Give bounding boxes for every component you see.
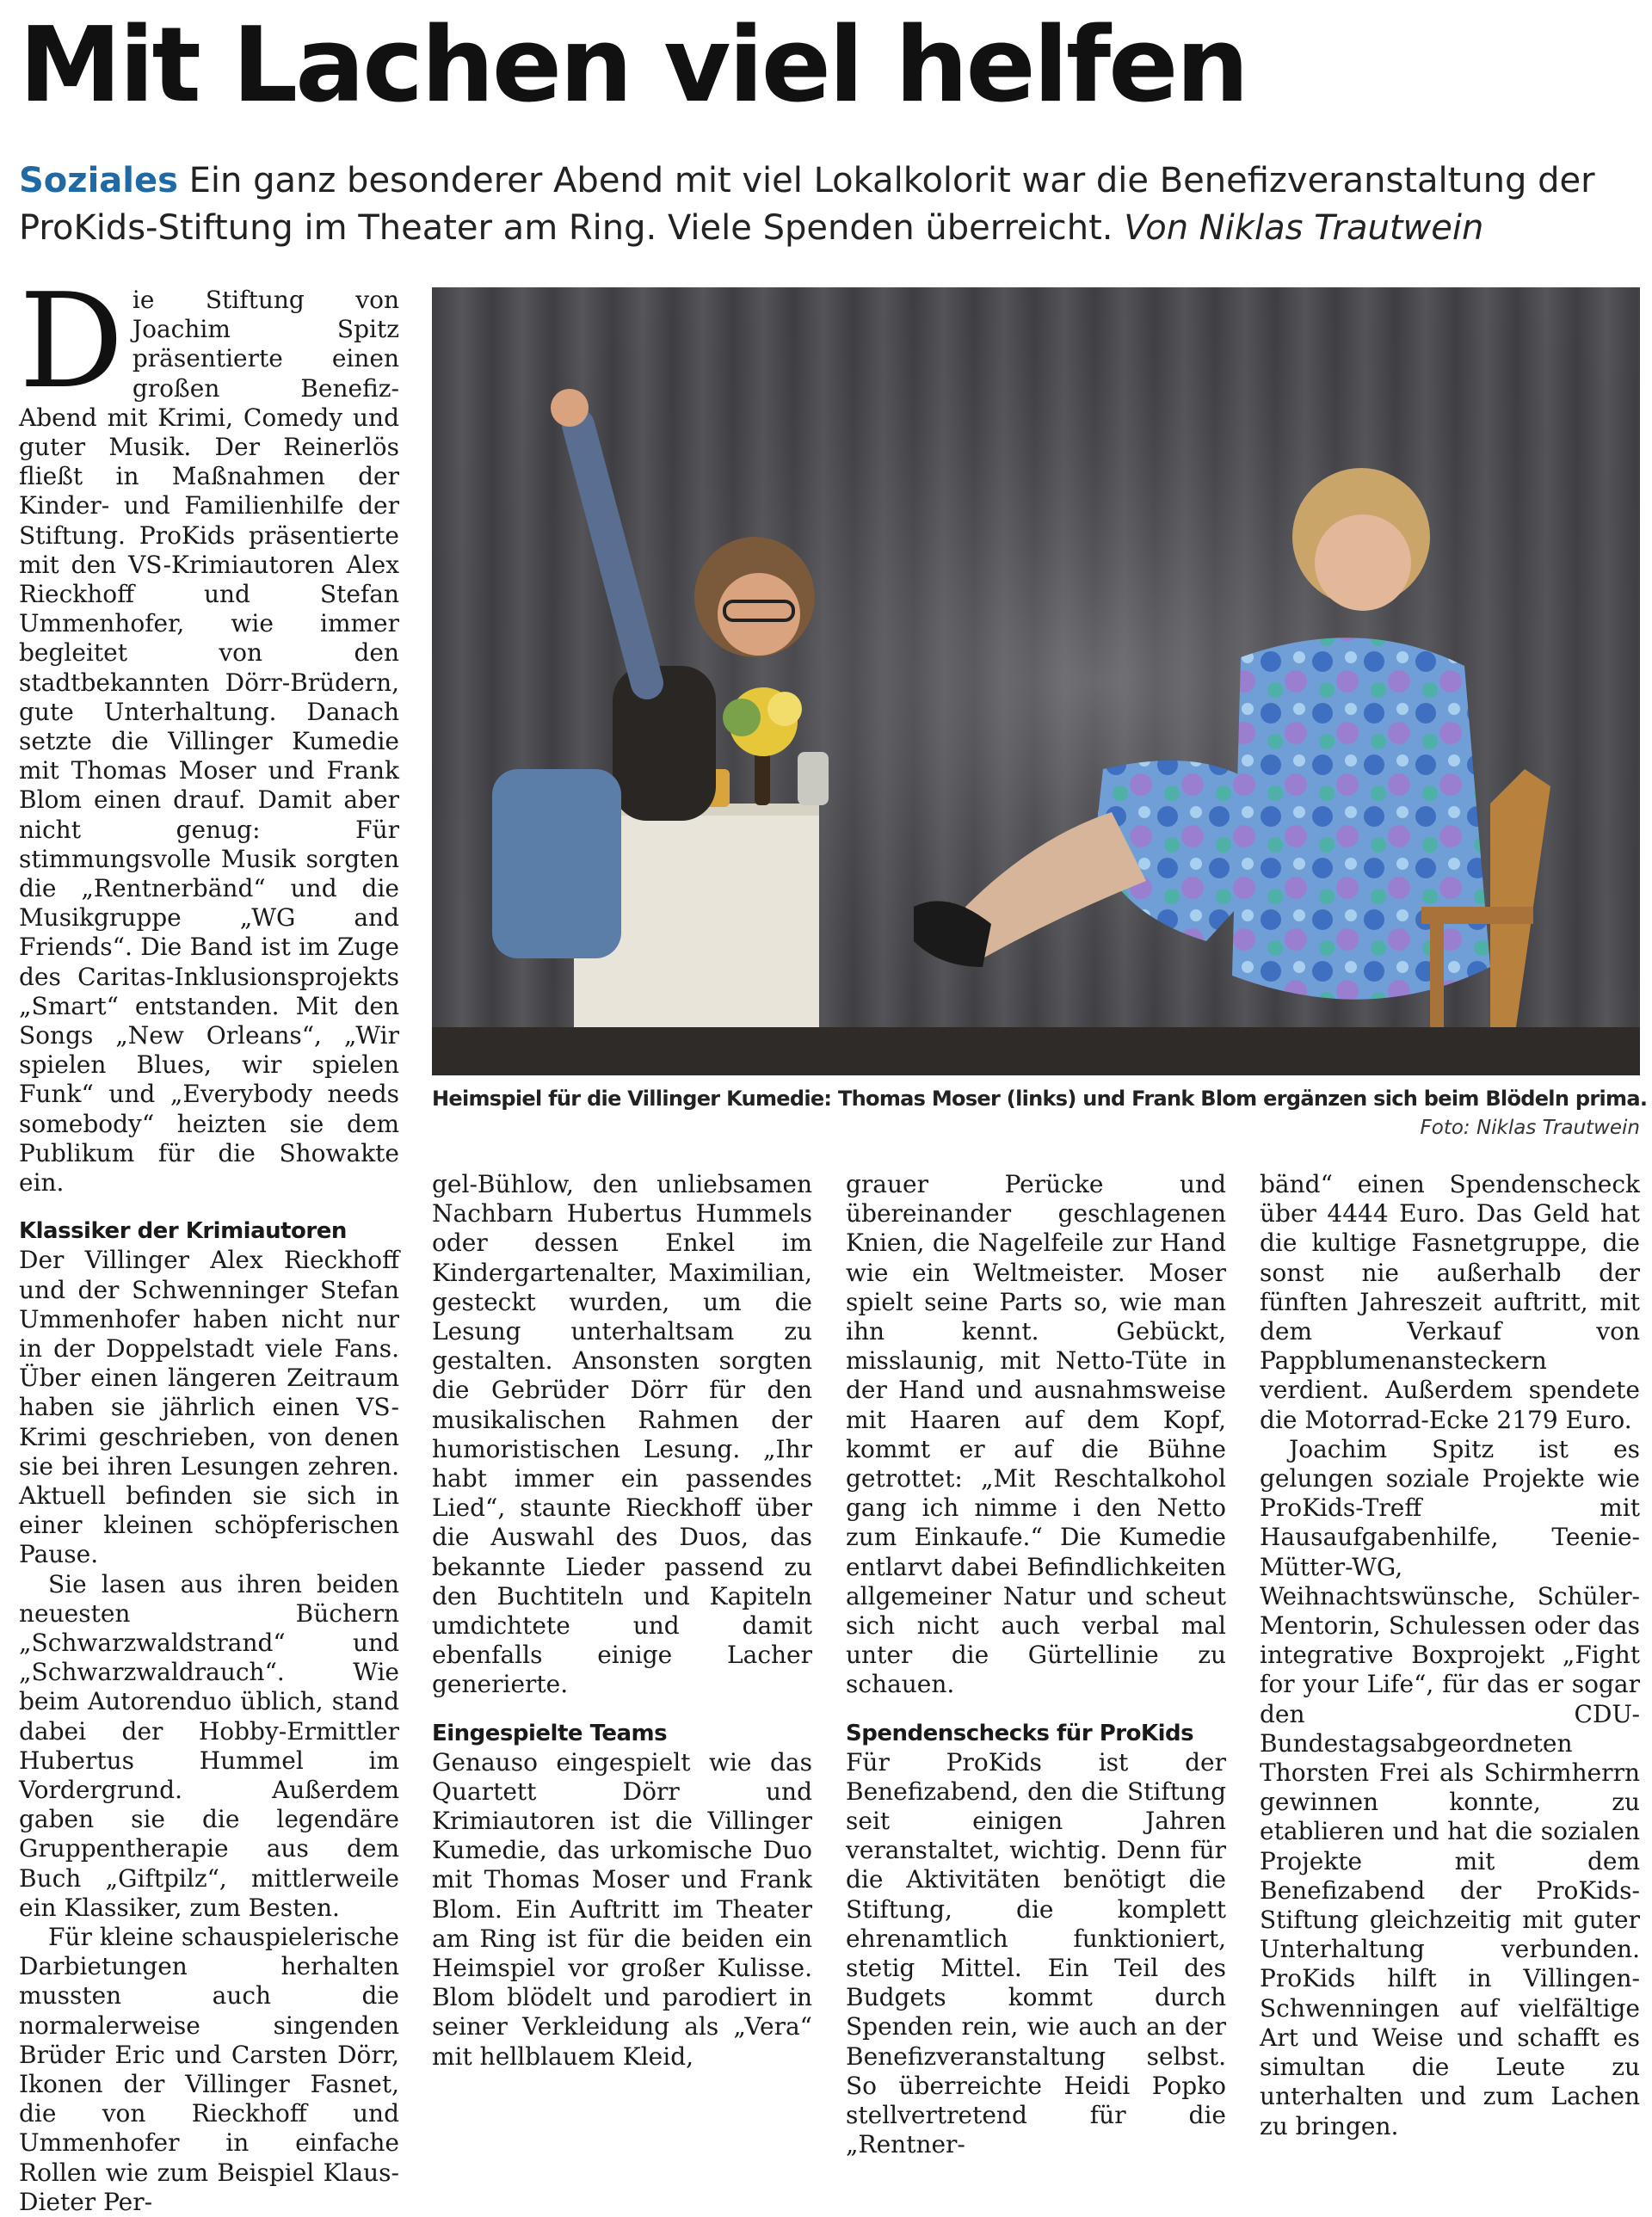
photo-caption: Heimspiel für die Villinger Kumedie: Thomas Moser (links) und Frank Blom ergänzen sich beim Blödeln prima.	[432, 1087, 1648, 1111]
drop-cap: D	[19, 265, 124, 417]
photo-credit: Foto: Niklas Trautwein	[1420, 1117, 1640, 1139]
article-column-2	[432, 1170, 812, 2072]
subheading-eingespielte-teams: Eingespielte Teams	[432, 1720, 668, 1746]
stage-photo-illustration	[432, 287, 1640, 1075]
byline: Von Niklas Trautwein	[1124, 208, 1484, 248]
article-photo	[432, 287, 1640, 1075]
article-column-3	[846, 1170, 1226, 2160]
teaser-kicker: Soziales	[19, 161, 178, 200]
headline: Mit Lachen viel helfen	[19, 6, 1247, 126]
article-paragraph: gel-Bühlow, den unliebsamen Nachbarn Hubertus Hummels oder dessen Enkel im Kindergartenalter, Maximilian, gesteckt wurden, um die Lesung unterhaltsam zu gestalten. Ansonsten sorgten die Gebrüder Dörr für den musikalischen Rahmen der humoristischen Lesung. „Ihr habt immer ein passendes Lied“, staunte Rieckhoff über die Auswahl des Duos, das bekannte Lieder passend zu den Buchtiteln und Kapiteln umdichtete und damit ebenfalls einige Lacher generierte.	[432, 1170, 812, 1699]
article-paragraph: Joachim Spitz ist es gelungen soziale Projekte wie ProKids-Treff mit Hausaufgabenhilfe, Teenie-Mütter-WG, Weihnachtswünsche, Schüler-Mentorin, Schulessen oder das integrative Boxprojekt „Fight for your Life“, für das er sogar den CDU-Bundestagsabgeordneten Thorsten Frei als Schirmherrn gewinnen konnte, zu etablieren und hat die sozialen Projekte mit dem Benefizabend der ProKids-Stiftung gleichzeitig mit guter Unterhaltung verbunden. ProKids hilft in Villingen-Schwenningen auf vielfältige Art und Weise und schafft es simultan die Leute zu unterhalten und zum Lachen zu bringen.	[1260, 1434, 1640, 2140]
intro-paragraph	[19, 265, 399, 1198]
teaser-text: Ein ganz besonderer Abend mit viel Lokalkolorit war die Benefizveranstaltung der ProKids-Stiftung im Theater am Ring. Viele Spenden überreicht.	[19, 161, 1595, 248]
article-column-4	[1260, 1170, 1640, 2141]
article-paragraph: Für kleine schauspielerische Darbietungen herhalten mussten auch die normalerweise singenden Brüder Eric und Carsten Dörr, Ikonen der Villinger Fasnet, die von Rieckhoff und Ummenhofer in einfache Rollen wie zum Beispiel Klaus-Dieter Per-	[19, 1922, 399, 2216]
article-paragraph: bänd“ einen Spendenscheck über 4444 Euro. Das Geld hat die kultige Fasnetgruppe, die sonst nie außerhalb der fünften Jahreszeit auftritt, mit dem Verkauf von Pappblumenansteckern verdient. Außerdem spendete die Motorrad-Ecke 2179 Euro.	[1260, 1170, 1640, 1434]
intro-text: ie Stiftung von Joachim Spitz präsentierte einen großen Benefiz-Abend mit Krimi, Comedy und guter Musik. Der Reinerlös fließt in Maßnahmen der Kinder- und Familienhilfe der Stiftung. ProKids präsentierte mit den VS-Krimiautoren Alex Rieckhoff und Stefan Ummenhofer, wie immer begleitet von den stadtbekannten Dörr-Brüdern, gute Unterhaltung. Danach setzte die Villinger Kumedie mit Thomas Moser und Frank Blom einen drauf. Damit aber nicht genug: Für stimmungsvolle Musik sorgten die „Rentnerbänd“ und die Musikgruppe „WG and Friends“. Die Band ist im Zuge des Caritas-Inklusionsprojekts „Smart“ entstanden. Mit den Songs „New Orleans“, „Wir spielen Blues, wir spielen Funk“ und „Everybody needs somebody“ heizten sie dem Publikum für die Showakte ein.	[19, 286, 399, 1198]
article-paragraph: grauer Perücke und übereinander geschlagenen Knien, die Nagelfeile zur Hand wie ein Weltmeister. Moser spielt seine Parts so, wie man ihn kennt. Gebückt, misslaunig, mit Netto-Tüte in der Hand und ausnahmsweise mit Haaren auf dem Kopf, kommt er auf die Bühne getrottet: „Mit Reschtalkohol gang ich nimme i den Netto zum Einkaufe.“ Die Kumedie entlarvt dabei Befindlichkeiten allgemeiner Natur und scheut sich nicht auch verbal mal unter die Gürtellinie zu schauen.	[846, 1170, 1226, 1699]
article-paragraph: Für ProKids ist der Benefizabend, den die Stiftung seit einigen Jahren veranstaltet, wichtig. Denn für die Aktivitäten benötigt die Stiftung, die komplett ehrenamtlich funktioniert, stetig Mittel. Ein Teil des Budgets kommt durch Spenden rein, wie auch an der Benefizveranstaltung selbst. So überreichte Heidi Popko stellvertretend für die „Rentner-	[846, 1747, 1226, 2159]
article-paragraph: Genauso eingespielt wie das Quartett Dörr und Krimiautoren ist die Villinger Kumedie, das urkomische Duo mit Thomas Moser und Frank Blom. Ein Auftritt im Theater am Ring ist für die beiden ein Heimspiel vor großer Kulisse. Blom blödelt und parodiert in seiner Verkleidung als „Vera“ mit hellblauem Kleid,	[432, 1747, 812, 2071]
subheading-spendenschecks: Spendenschecks für ProKids	[846, 1720, 1194, 1746]
article-paragraph: Sie lasen aus ihren beiden neuesten Büchern „Schwarzwaldstrand“ und „Schwarzwaldrauch“. Wie beim Autorenduo üblich, stand dabei der Hobby-Ermittler Hubertus Hummel im Vordergrund. Außerdem gaben sie die legendäre Gruppentherapie aus dem Buch „Giftpilz“, mittlerweile ein Klassiker, zum Besten.	[19, 1569, 399, 1922]
subheading-klassiker: Klassiker der Krimiautoren	[19, 1218, 347, 1245]
article-paragraph: Der Villinger Alex Rieckhoff und der Schwenninger Stefan Ummenhofer haben nicht nur in der Doppelstadt viele Fans. Über einen längeren Zeitraum haben sie jährlich einen VS-Krimi geschrieben, von denen sie bei ihren Lesungen zehren. Aktuell befinden sie sich in einer kleinen schöpferischen Pause.	[19, 1246, 399, 1569]
article-column-1	[19, 265, 399, 2217]
teaser	[19, 157, 1637, 252]
